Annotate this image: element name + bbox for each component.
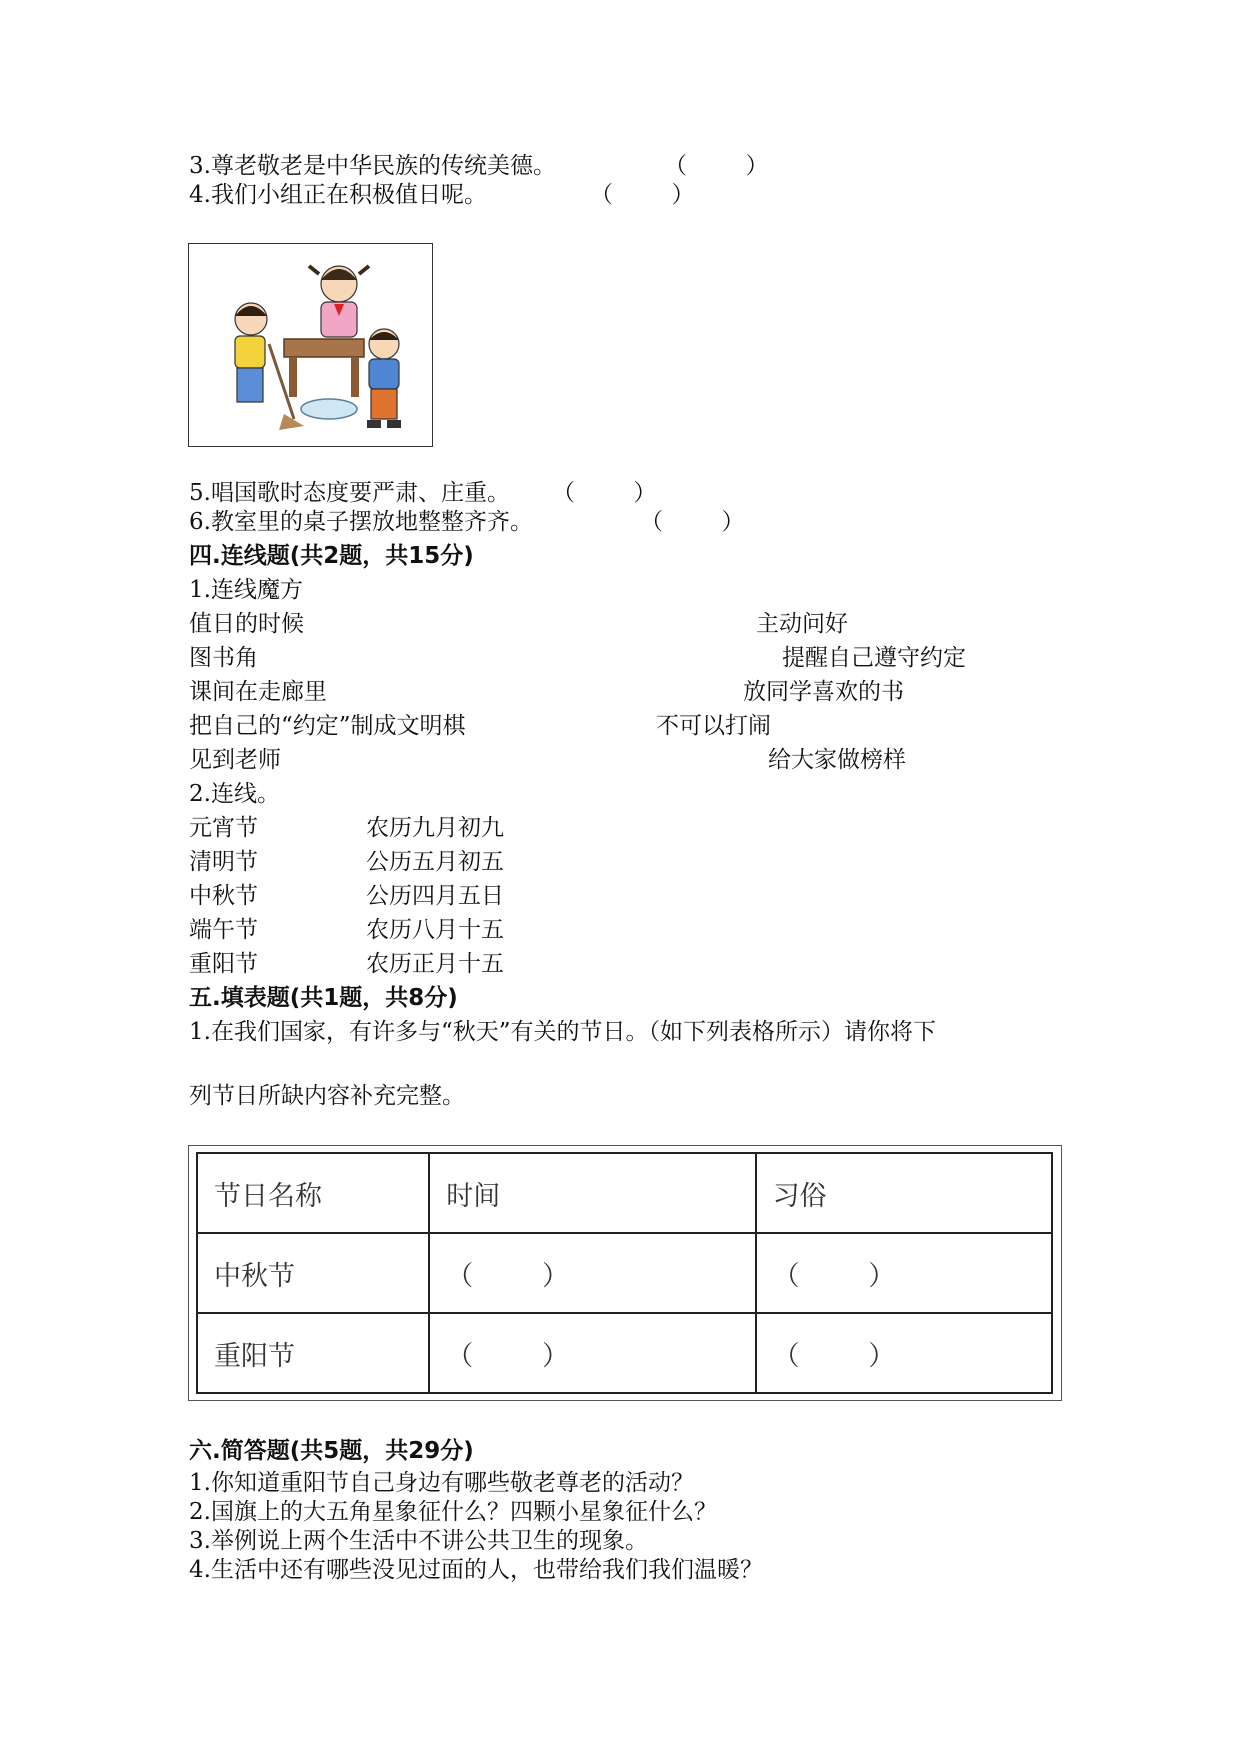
matching-1-left-2[interactable]: 图书角 (189, 645, 258, 671)
matching-2-left-4[interactable]: 端午节 (189, 917, 258, 943)
custom-blank-cell[interactable]: （ ） (756, 1313, 1052, 1393)
matching-1-left-4[interactable]: 把自己的“约定”制成文明棋 (189, 713, 466, 739)
matching-2-right-3[interactable]: 公历四月五日 (366, 883, 504, 909)
matching-2-left-1[interactable]: 元宵节 (189, 815, 258, 841)
matching-2-right-5[interactable]: 农历正月十五 (366, 951, 504, 977)
section-4-title: 四.连线题(共2题，共15分) (189, 543, 474, 569)
answer-blank-5[interactable]: （ ） (552, 480, 657, 506)
matching-2-left-3[interactable]: 中秋节 (189, 883, 258, 909)
table-header-row (197, 1153, 1052, 1233)
time-blank-cell[interactable]: （ ） (429, 1313, 755, 1393)
festival-name-cell: 中秋节 (197, 1233, 429, 1313)
duty-illustration (188, 243, 433, 447)
table-row (197, 1233, 1052, 1313)
table-question-line-2: 列节日所缺内容补充完整。 (189, 1083, 465, 1109)
matching-2-left-2[interactable]: 清明节 (189, 849, 258, 875)
question-6-text: 6.教室里的桌子摆放地整整齐齐。 (189, 509, 533, 535)
matching-1-title: 1.连线魔方 (189, 577, 303, 603)
festival-name-cell: 重阳节 (197, 1313, 429, 1393)
matching-1-right-2[interactable]: 提醒自己遵守约定 (782, 645, 966, 671)
section-5-title: 五.填表题(共1题，共8分) (189, 985, 458, 1011)
matching-1-right-1[interactable]: 主动问好 (756, 611, 848, 637)
short-answer-1: 1.你知道重阳节自己身边有哪些敬老尊老的活动？ (189, 1470, 694, 1496)
short-answer-3: 3.举例说上两个生活中不讲公共卫生的现象。 (189, 1528, 648, 1554)
matching-2-right-4[interactable]: 农历八月十五 (366, 917, 504, 943)
short-answer-4: 4.生活中还有哪些没见过面的人，也带给我们我们温暖？ (189, 1557, 763, 1583)
short-answer-2: 2.国旗上的大五角星象征什么？四颗小星象征什么？ (189, 1499, 717, 1525)
matching-1-left-5[interactable]: 见到老师 (189, 747, 281, 773)
table-row (197, 1313, 1052, 1393)
custom-blank-cell[interactable]: （ ） (756, 1233, 1052, 1313)
table-question-line-1: 1.在我们国家，有许多与“秋天”有关的节日。（如下列表格所示）请你将下 (189, 1019, 936, 1045)
answer-blank-6[interactable]: （ ） (640, 509, 745, 535)
question-5-text: 5.唱国歌时态度要严肃、庄重。 (189, 480, 510, 506)
question-4-text: 4.我们小组正在积极值日呢。 (189, 182, 487, 208)
matching-1-right-3[interactable]: 放同学喜欢的书 (743, 679, 904, 705)
matching-2-left-5[interactable]: 重阳节 (189, 951, 258, 977)
header-time: 时间 (429, 1153, 755, 1233)
matching-1-left-3[interactable]: 课间在走廊里 (189, 679, 327, 705)
matching-2-right-2[interactable]: 公历五月初五 (366, 849, 504, 875)
festival-table (196, 1152, 1053, 1394)
matching-1-right-4[interactable]: 不可以打闹 (656, 713, 771, 739)
matching-1-left-1[interactable]: 值日的时候 (189, 611, 304, 637)
header-festival-name: 节日名称 (197, 1153, 429, 1233)
children-cleaning-picture (189, 244, 432, 446)
matching-2-title: 2.连线。 (189, 781, 280, 807)
matching-2-right-1[interactable]: 农历九月初九 (366, 815, 504, 841)
matching-1-right-5[interactable]: 给大家做榜样 (768, 747, 906, 773)
section-6-title: 六.简答题(共5题，共29分) (189, 1438, 474, 1464)
answer-blank-3[interactable]: （ ） (664, 153, 769, 179)
question-3-text: 3.尊老敬老是中华民族的传统美德。 (189, 153, 556, 179)
festival-table-frame (188, 1145, 1062, 1401)
header-custom: 习俗 (756, 1153, 1052, 1233)
time-blank-cell[interactable]: （ ） (429, 1233, 755, 1313)
answer-blank-4[interactable]: （ ） (590, 182, 695, 208)
